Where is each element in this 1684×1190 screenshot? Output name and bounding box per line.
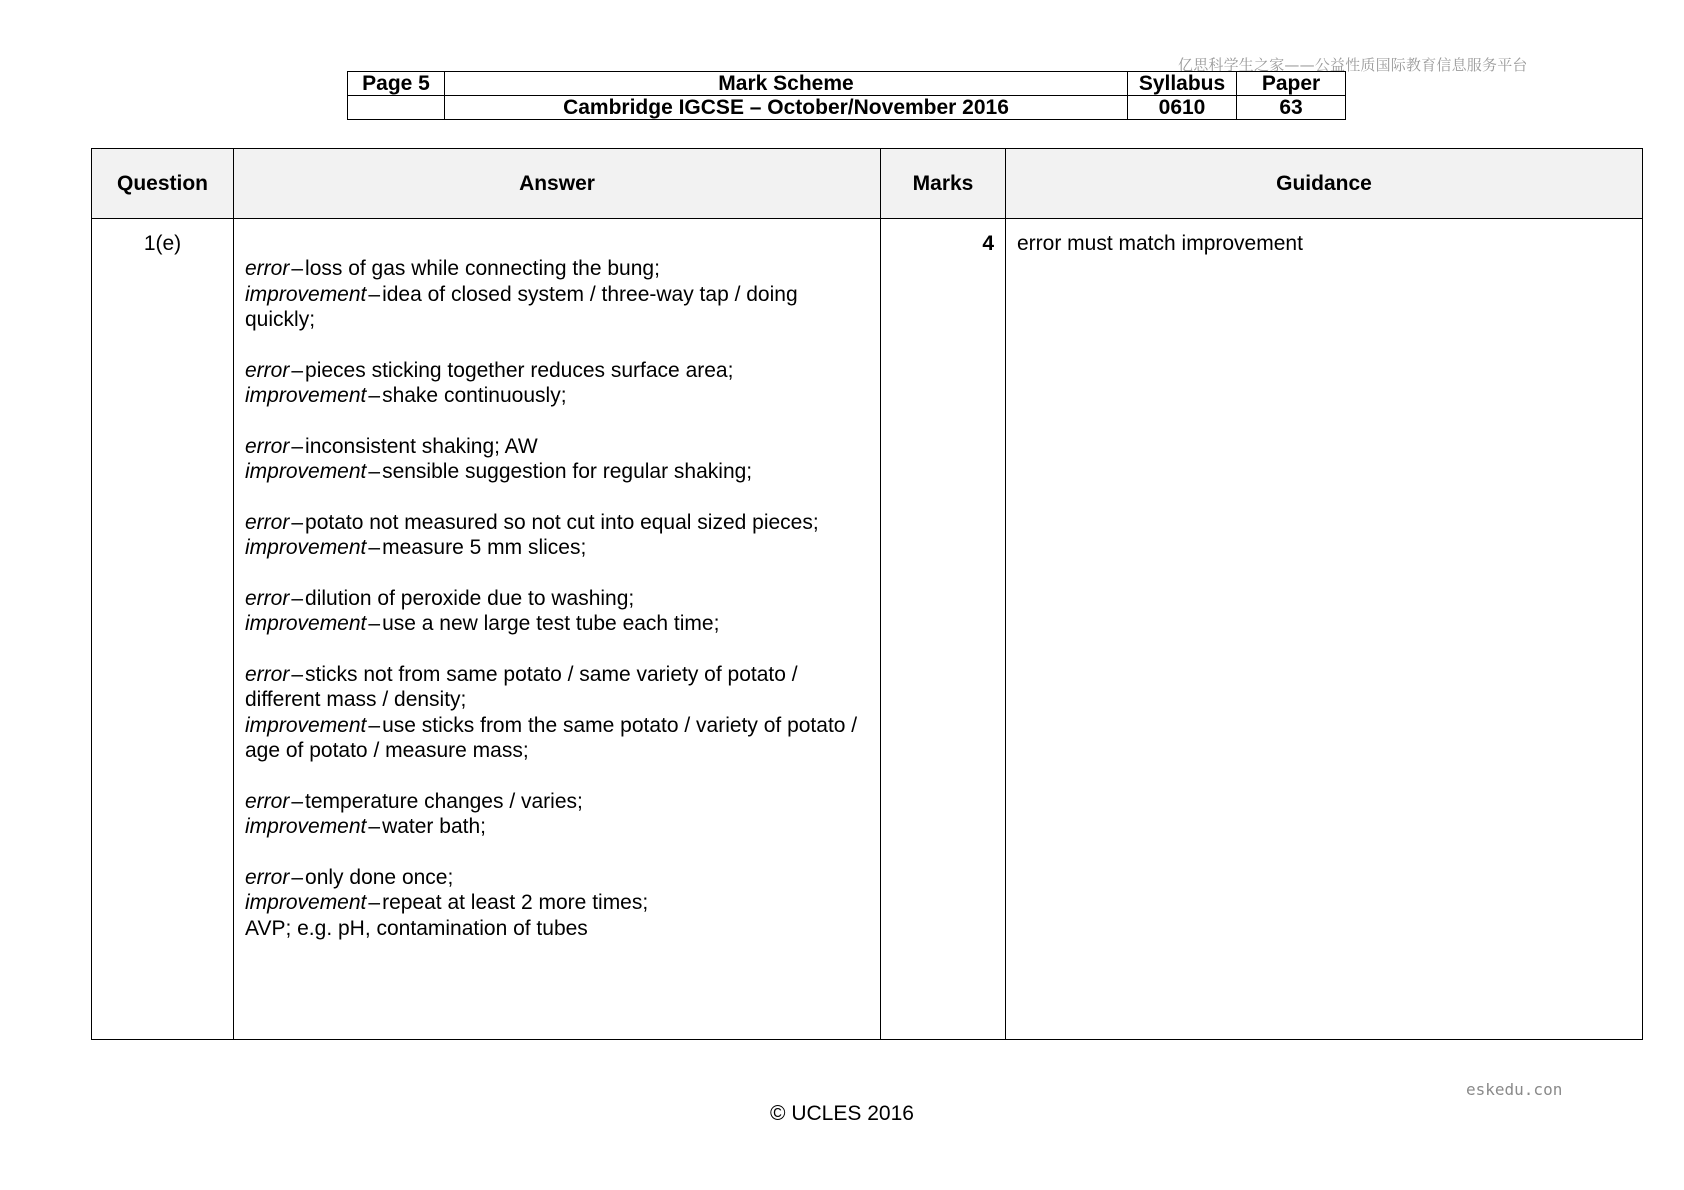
error-tag: error xyxy=(245,586,290,610)
improvement-text: water bath; xyxy=(382,815,486,838)
dash-separator: – xyxy=(368,536,381,559)
error-text: dilution of peroxide due to washing; xyxy=(305,586,635,610)
answer-pair xyxy=(245,789,870,840)
error-tag: error xyxy=(245,257,290,280)
improvement-tag: improvement xyxy=(245,612,367,635)
header-paper-value: 63 xyxy=(1237,96,1346,120)
improvement-tag: improvement xyxy=(245,815,367,838)
column-header-answer: Answer xyxy=(234,149,881,219)
error-tag: error xyxy=(245,434,290,458)
error-line xyxy=(245,358,870,384)
error-text: inconsistent shaking; AW xyxy=(305,434,538,458)
dash-separator: – xyxy=(291,662,304,686)
error-text: loss of gas while connecting the bung; xyxy=(305,257,660,280)
dash-separator: – xyxy=(368,384,381,407)
answer-pair xyxy=(245,586,870,637)
dash-separator: – xyxy=(291,358,304,382)
improvement-line xyxy=(245,282,870,333)
improvement-text: sensible suggestion for regular shaking; xyxy=(382,460,753,483)
improvement-line xyxy=(245,383,870,409)
improvement-text: measure 5 mm slices; xyxy=(382,536,587,559)
improvement-tag: improvement xyxy=(245,282,367,306)
column-header-marks: Marks xyxy=(881,149,1006,219)
dash-separator: – xyxy=(368,460,381,483)
improvement-line xyxy=(245,459,870,485)
error-line xyxy=(245,510,870,536)
answer-avp: AVP; e.g. pH, contamination of tubes xyxy=(245,916,588,940)
improvement-text: shake continuously; xyxy=(382,384,567,407)
dash-separator: – xyxy=(291,586,304,610)
answer-pair xyxy=(245,510,870,561)
error-line xyxy=(245,789,870,815)
improvement-tag: improvement xyxy=(245,460,367,483)
error-text: potato not measured so not cut into equal sized pieces; xyxy=(305,510,819,534)
error-line xyxy=(245,865,870,891)
error-text: pieces sticking together reduces surface area; xyxy=(305,358,734,382)
answer-pairs xyxy=(245,256,870,916)
dash-separator: – xyxy=(291,257,304,280)
watermark-top: 亿思科学生之家——公益性质国际教育信息服务平台 xyxy=(1178,56,1528,74)
error-text: only done once; xyxy=(305,865,454,889)
table-row xyxy=(92,219,1643,1040)
dash-separator: – xyxy=(291,510,304,534)
improvement-line xyxy=(245,611,870,637)
improvement-tag: improvement xyxy=(245,384,367,407)
dash-separator: – xyxy=(291,865,304,889)
mark-scheme-table xyxy=(91,148,1643,1040)
error-line xyxy=(245,662,870,713)
improvement-line xyxy=(245,890,870,916)
improvement-text: repeat at least 2 more times; xyxy=(382,891,649,914)
header-table xyxy=(347,71,1346,120)
header-title: Mark Scheme xyxy=(445,72,1128,96)
error-tag: error xyxy=(245,510,290,534)
improvement-tag: improvement xyxy=(245,536,367,559)
answer-pair xyxy=(245,662,870,764)
error-line xyxy=(245,256,870,282)
dash-separator: – xyxy=(368,815,381,838)
error-tag: error xyxy=(245,358,290,382)
improvement-tag: improvement xyxy=(245,891,367,914)
improvement-line xyxy=(245,713,870,764)
header-subtitle: Cambridge IGCSE – October/November 2016 xyxy=(445,96,1128,120)
improvement-tag: improvement xyxy=(245,713,367,737)
error-tag: error xyxy=(245,865,290,889)
header-syllabus-label: Syllabus xyxy=(1128,72,1237,96)
improvement-line xyxy=(245,535,870,561)
improvement-text: idea of closed system / three-way tap / doing quickly; xyxy=(245,282,798,331)
column-header-question: Question xyxy=(92,149,234,219)
watermark-bottom: eskedu.con xyxy=(1466,1080,1563,1099)
answer-pair xyxy=(245,865,870,916)
improvement-line xyxy=(245,814,870,840)
marks-value: 4 xyxy=(881,219,1006,1040)
dash-separator: – xyxy=(291,434,304,458)
error-text: temperature changes / varies; xyxy=(305,789,583,813)
dash-separator: – xyxy=(368,891,381,914)
dash-separator: – xyxy=(368,612,381,635)
answer-pair xyxy=(245,256,870,333)
answer-pair xyxy=(245,358,870,409)
error-text: sticks not from same potato / same variety of potato / different mass / density; xyxy=(245,662,798,711)
guidance-text: error must match improvement xyxy=(1006,219,1643,1040)
question-number: 1(e) xyxy=(92,219,234,1040)
dash-separator: – xyxy=(291,789,304,813)
answer-pair xyxy=(245,434,870,485)
header-paper-label: Paper xyxy=(1237,72,1346,96)
table-header-row xyxy=(92,149,1643,219)
error-line xyxy=(245,586,870,612)
answer-cell xyxy=(234,219,881,1040)
error-line xyxy=(245,434,870,460)
header-page: Page 5 xyxy=(348,72,445,96)
dash-separator: – xyxy=(368,713,381,737)
dash-separator: – xyxy=(368,282,381,306)
improvement-text: use a new large test tube each time; xyxy=(382,612,720,635)
error-tag: error xyxy=(245,789,290,813)
error-tag: error xyxy=(245,662,290,686)
column-header-guidance: Guidance xyxy=(1006,149,1643,219)
header-syllabus-value: 0610 xyxy=(1128,96,1237,120)
improvement-text: use sticks from the same potato / variety of potato / age of potato / measure mass; xyxy=(245,713,858,762)
header-empty-cell xyxy=(348,96,445,120)
footer-copyright: © UCLES 2016 xyxy=(770,1102,914,1125)
